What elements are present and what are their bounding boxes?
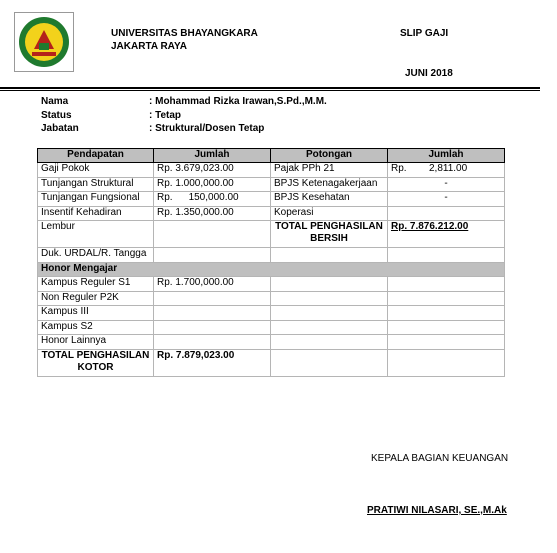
- net-income-label: TOTAL PENGHASILAN BERSIH: [271, 221, 388, 248]
- table-row: [38, 320, 505, 335]
- name-value: : Mohammad Rizka Irawan,S.Pd.,M.M.: [149, 96, 327, 107]
- honor-amount: [154, 335, 271, 350]
- income-amount: [154, 206, 271, 221]
- table-row: [38, 335, 505, 350]
- honor-label: Kampus S2: [38, 320, 154, 335]
- deduction-amount: [388, 206, 505, 221]
- currency: Rp.: [157, 192, 173, 203]
- deduction-label: [271, 248, 388, 263]
- income-label: Lembur: [38, 221, 154, 248]
- deduction-label: BPJS Ketenagakerjaan: [271, 177, 388, 192]
- col-deduction-header: Potongan: [271, 149, 388, 163]
- currency: Rp.: [391, 163, 407, 174]
- empty-cell: [388, 349, 505, 376]
- table-header: [38, 149, 505, 163]
- amount: 1.000,000.00: [175, 177, 234, 189]
- income-label: Gaji Pokok: [38, 163, 154, 178]
- table-row: [38, 291, 505, 306]
- honor-section-row: [38, 262, 505, 277]
- honor-section-title: Honor Mengajar: [38, 262, 505, 277]
- empty-cell: [271, 306, 388, 321]
- table-row: [38, 163, 505, 178]
- currency: Rp.: [157, 177, 173, 189]
- university-name: UNIVERSITAS BHAYANGKARA: [111, 28, 258, 39]
- table-row: [38, 206, 505, 221]
- empty-cell: [271, 277, 388, 292]
- honor-label: Honor Lainnya: [38, 335, 154, 350]
- income-amount: [154, 221, 271, 248]
- deduction-amount: -: [388, 177, 505, 192]
- income-label: Tunjangan Struktural: [38, 177, 154, 192]
- gross-total-row: [38, 349, 505, 376]
- empty-cell: [388, 335, 505, 350]
- empty-cell: [388, 277, 505, 292]
- net-income-value: Rp. 7.876.212.00: [388, 221, 505, 248]
- table-row: [38, 277, 505, 292]
- empty-cell: [388, 306, 505, 321]
- empty-cell: [388, 291, 505, 306]
- university-city: JAKARTA RAYA: [111, 41, 187, 52]
- empty-cell: [271, 335, 388, 350]
- amount: 1.700,000.00: [175, 277, 234, 288]
- honor-amount: [154, 306, 271, 321]
- amount: 3.679,023.00: [175, 163, 234, 174]
- income-amount: [154, 163, 271, 178]
- deduction-label: BPJS Kesehatan: [271, 192, 388, 207]
- signature-role: KEPALA BAGIAN KEUANGAN: [371, 453, 509, 464]
- income-label: Insentif Kehadiran: [38, 206, 154, 221]
- amount: 2,811.00: [429, 163, 468, 174]
- position-value: : Struktural/Dosen Tetap: [149, 123, 265, 134]
- gross-income-value: Rp. 7.879,023.00: [154, 349, 271, 376]
- status-value: : Tetap: [149, 110, 182, 121]
- col-deduction-amount-header: Jumlah: [388, 149, 505, 163]
- honor-label: Kampus III: [38, 306, 154, 321]
- salary-table: [37, 148, 505, 377]
- deduction-amount: [388, 248, 505, 263]
- income-label: Duk. URDAL/R. Tangga: [38, 248, 154, 263]
- income-label: Tunjangan Fungsional: [38, 192, 154, 207]
- university-logo: [14, 12, 74, 72]
- honor-amount: [154, 291, 271, 306]
- col-income-header: Pendapatan: [38, 149, 154, 163]
- currency: Rp.: [157, 277, 173, 288]
- honor-label: Non Reguler P2K: [38, 291, 154, 306]
- honor-amount: [154, 277, 271, 292]
- empty-cell: [271, 349, 388, 376]
- deduction-label: Pajak PPh 21: [271, 163, 388, 178]
- income-amount: [154, 248, 271, 263]
- status-label: Status: [41, 110, 72, 121]
- deduction-amount: [388, 163, 505, 178]
- table-row: [38, 177, 505, 192]
- empty-cell: [271, 320, 388, 335]
- deduction-label: Koperasi: [271, 206, 388, 221]
- table-row: [38, 192, 505, 207]
- income-amount: [154, 192, 271, 207]
- honor-label: Kampus Reguler S1: [38, 277, 154, 292]
- amount: 1.350,000.00: [175, 206, 234, 218]
- income-amount: [154, 177, 271, 192]
- header-divider: [0, 87, 540, 89]
- empty-cell: [271, 291, 388, 306]
- currency: Rp.: [157, 206, 173, 218]
- currency: Rp.: [157, 163, 173, 174]
- header-divider-thin: [0, 90, 540, 91]
- table-row: [38, 221, 505, 248]
- gross-income-label: TOTAL PENGHASILAN KOTOR: [38, 349, 154, 376]
- empty-cell: [388, 320, 505, 335]
- period: JUNI 2018: [405, 68, 453, 79]
- signature-name: PRATIWI NILASARI, SE.,M.Ak: [367, 505, 507, 516]
- honor-amount: [154, 320, 271, 335]
- name-label: Nama: [41, 96, 69, 107]
- deduction-amount: -: [388, 192, 505, 207]
- amount: 150,000.00: [188, 192, 239, 203]
- document-title: SLIP GAJI: [400, 28, 449, 39]
- col-income-amount-header: Jumlah: [154, 149, 271, 163]
- table-row: [38, 248, 505, 263]
- table-row: [38, 306, 505, 321]
- position-label: Jabatan: [41, 123, 79, 134]
